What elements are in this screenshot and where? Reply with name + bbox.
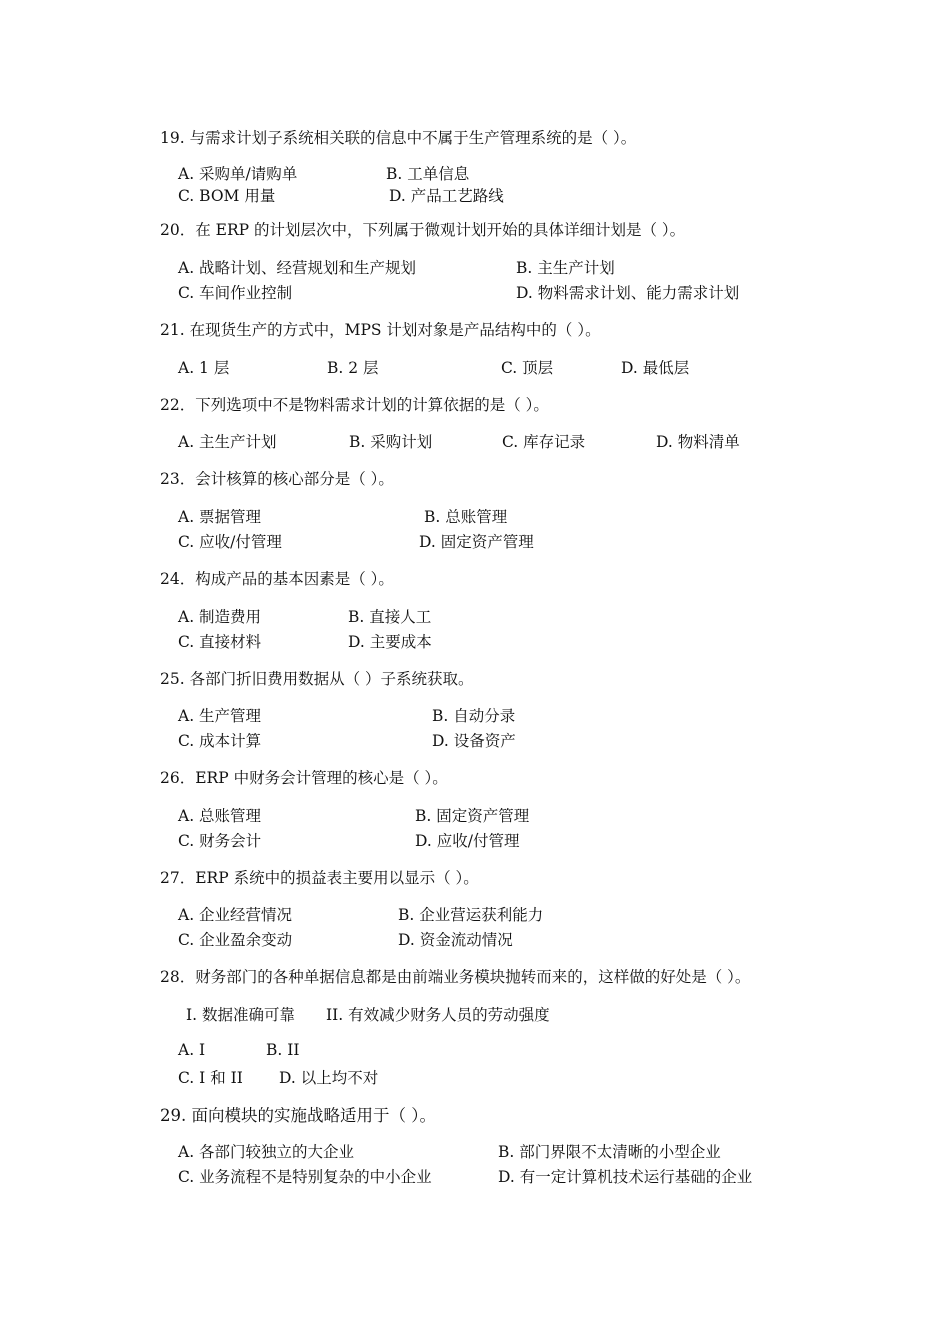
question-23-option-b: B. 总账管理 bbox=[424, 508, 508, 526]
question-20-option-c: C. 车间作业控制 bbox=[178, 284, 293, 302]
question-20-option-b: B. 主生产计划 bbox=[516, 259, 615, 277]
question-25-option-d: D. 设备资产 bbox=[432, 732, 516, 750]
question-26-option-a: A. 总账管理 bbox=[178, 807, 262, 825]
question-29-stem: 29. 面向模块的实施战略适用于（ ）。 bbox=[160, 1106, 436, 1125]
question-27-stem: 27．ERP 系统中的损益表主要用以显示（ ）。 bbox=[160, 869, 479, 887]
question-22-option-d: D. 物料清单 bbox=[656, 433, 740, 451]
question-27-option-c: C. 企业盈余变动 bbox=[178, 931, 293, 949]
question-29-option-c: C. 业务流程不是特别复杂的中小企业 bbox=[178, 1168, 432, 1186]
question-24-stem: 24．构成产品的基本因素是（ ）。 bbox=[160, 570, 394, 588]
question-26-option-c: C. 财务会计 bbox=[178, 832, 262, 850]
question-19-option-d: D. 产品工艺路线 bbox=[389, 187, 504, 205]
question-23-option-d: D. 固定资产管理 bbox=[419, 533, 534, 551]
question-28-stem: 28．财务部门的各种单据信息都是由前端业务模块抛转而来的，这样做的好处是（ ）。 bbox=[160, 968, 751, 986]
question-25-stem: 25. 各部门折旧费用数据从（ ）子系统获取。 bbox=[160, 670, 474, 688]
question-21-stem: 21. 在现货生产的方式中，MPS 计划对象是产品结构中的（ ）。 bbox=[160, 321, 601, 339]
question-23-option-c: C. 应收/付管理 bbox=[178, 533, 282, 551]
question-25-option-b: B. 自动分录 bbox=[432, 707, 516, 725]
question-26-stem: 26．ERP 中财务会计管理的核心是（ ）。 bbox=[160, 769, 448, 787]
question-28-statement-1: I. 数据准确可靠 bbox=[186, 1006, 295, 1024]
question-27-option-d: D. 资金流动情况 bbox=[398, 931, 513, 949]
question-19-option-a: A. 采购单/请购单 bbox=[178, 165, 298, 183]
question-28-option-c: C. I 和 II bbox=[178, 1069, 243, 1087]
question-23-option-a: A. 票据管理 bbox=[178, 508, 262, 526]
question-20-option-d: D. 物料需求计划、能力需求计划 bbox=[516, 284, 740, 302]
question-20-option-a: A. 战略计划、经营规划和生产规划 bbox=[178, 259, 417, 277]
question-26-option-b: B. 固定资产管理 bbox=[415, 807, 530, 825]
question-28-option-b: B. II bbox=[266, 1041, 300, 1059]
question-24-option-c: C. 直接材料 bbox=[178, 633, 262, 651]
question-19-stem: 19. 与需求计划子系统相关联的信息中不属于生产管理系统的是（ ）。 bbox=[160, 129, 637, 147]
question-24-option-a: A. 制造费用 bbox=[178, 608, 262, 626]
question-28-option-a: A. I bbox=[178, 1041, 206, 1059]
question-29-option-d: D. 有一定计算机技术运行基础的企业 bbox=[498, 1168, 753, 1186]
question-21-option-d: D. 最低层 bbox=[621, 359, 690, 377]
question-25-option-a: A. 生产管理 bbox=[178, 707, 262, 725]
question-20-stem: 20．在 ERP 的计划层次中，下列属于微观计划开始的具体详细计划是（ ）。 bbox=[160, 221, 686, 239]
question-26-option-d: D. 应收/付管理 bbox=[415, 832, 520, 850]
question-29-option-b: B. 部门界限不太清晰的小型企业 bbox=[498, 1143, 721, 1161]
question-19-option-c: C. BOM 用量 bbox=[178, 187, 276, 205]
question-25-option-c: C. 成本计算 bbox=[178, 732, 262, 750]
question-22-option-b: B. 采购计划 bbox=[349, 433, 433, 451]
question-28-option-d: D. 以上均不对 bbox=[279, 1069, 379, 1087]
question-22-stem: 22．下列选项中不是物料需求计划的计算依据的是（ ）。 bbox=[160, 396, 549, 414]
question-21-option-c: C. 顶层 bbox=[501, 359, 554, 377]
question-24-option-d: D. 主要成本 bbox=[348, 633, 432, 651]
question-27-option-a: A. 企业经营情况 bbox=[178, 906, 293, 924]
question-21-option-b: B. 2 层 bbox=[327, 359, 379, 377]
question-27-option-b: B. 企业营运获利能力 bbox=[398, 906, 544, 924]
question-22-option-a: A. 主生产计划 bbox=[178, 433, 277, 451]
question-23-stem: 23．会计核算的核心部分是（ ）。 bbox=[160, 470, 394, 488]
question-29-option-a: A. 各部门较独立的大企业 bbox=[178, 1143, 355, 1161]
question-19-option-b: B. 工单信息 bbox=[386, 165, 470, 183]
question-28-statement-2: II. 有效减少财务人员的劳动强度 bbox=[326, 1006, 550, 1024]
question-22-option-c: C. 库存记录 bbox=[502, 433, 586, 451]
question-24-option-b: B. 直接人工 bbox=[348, 608, 432, 626]
question-21-option-a: A. 1 层 bbox=[178, 359, 230, 377]
